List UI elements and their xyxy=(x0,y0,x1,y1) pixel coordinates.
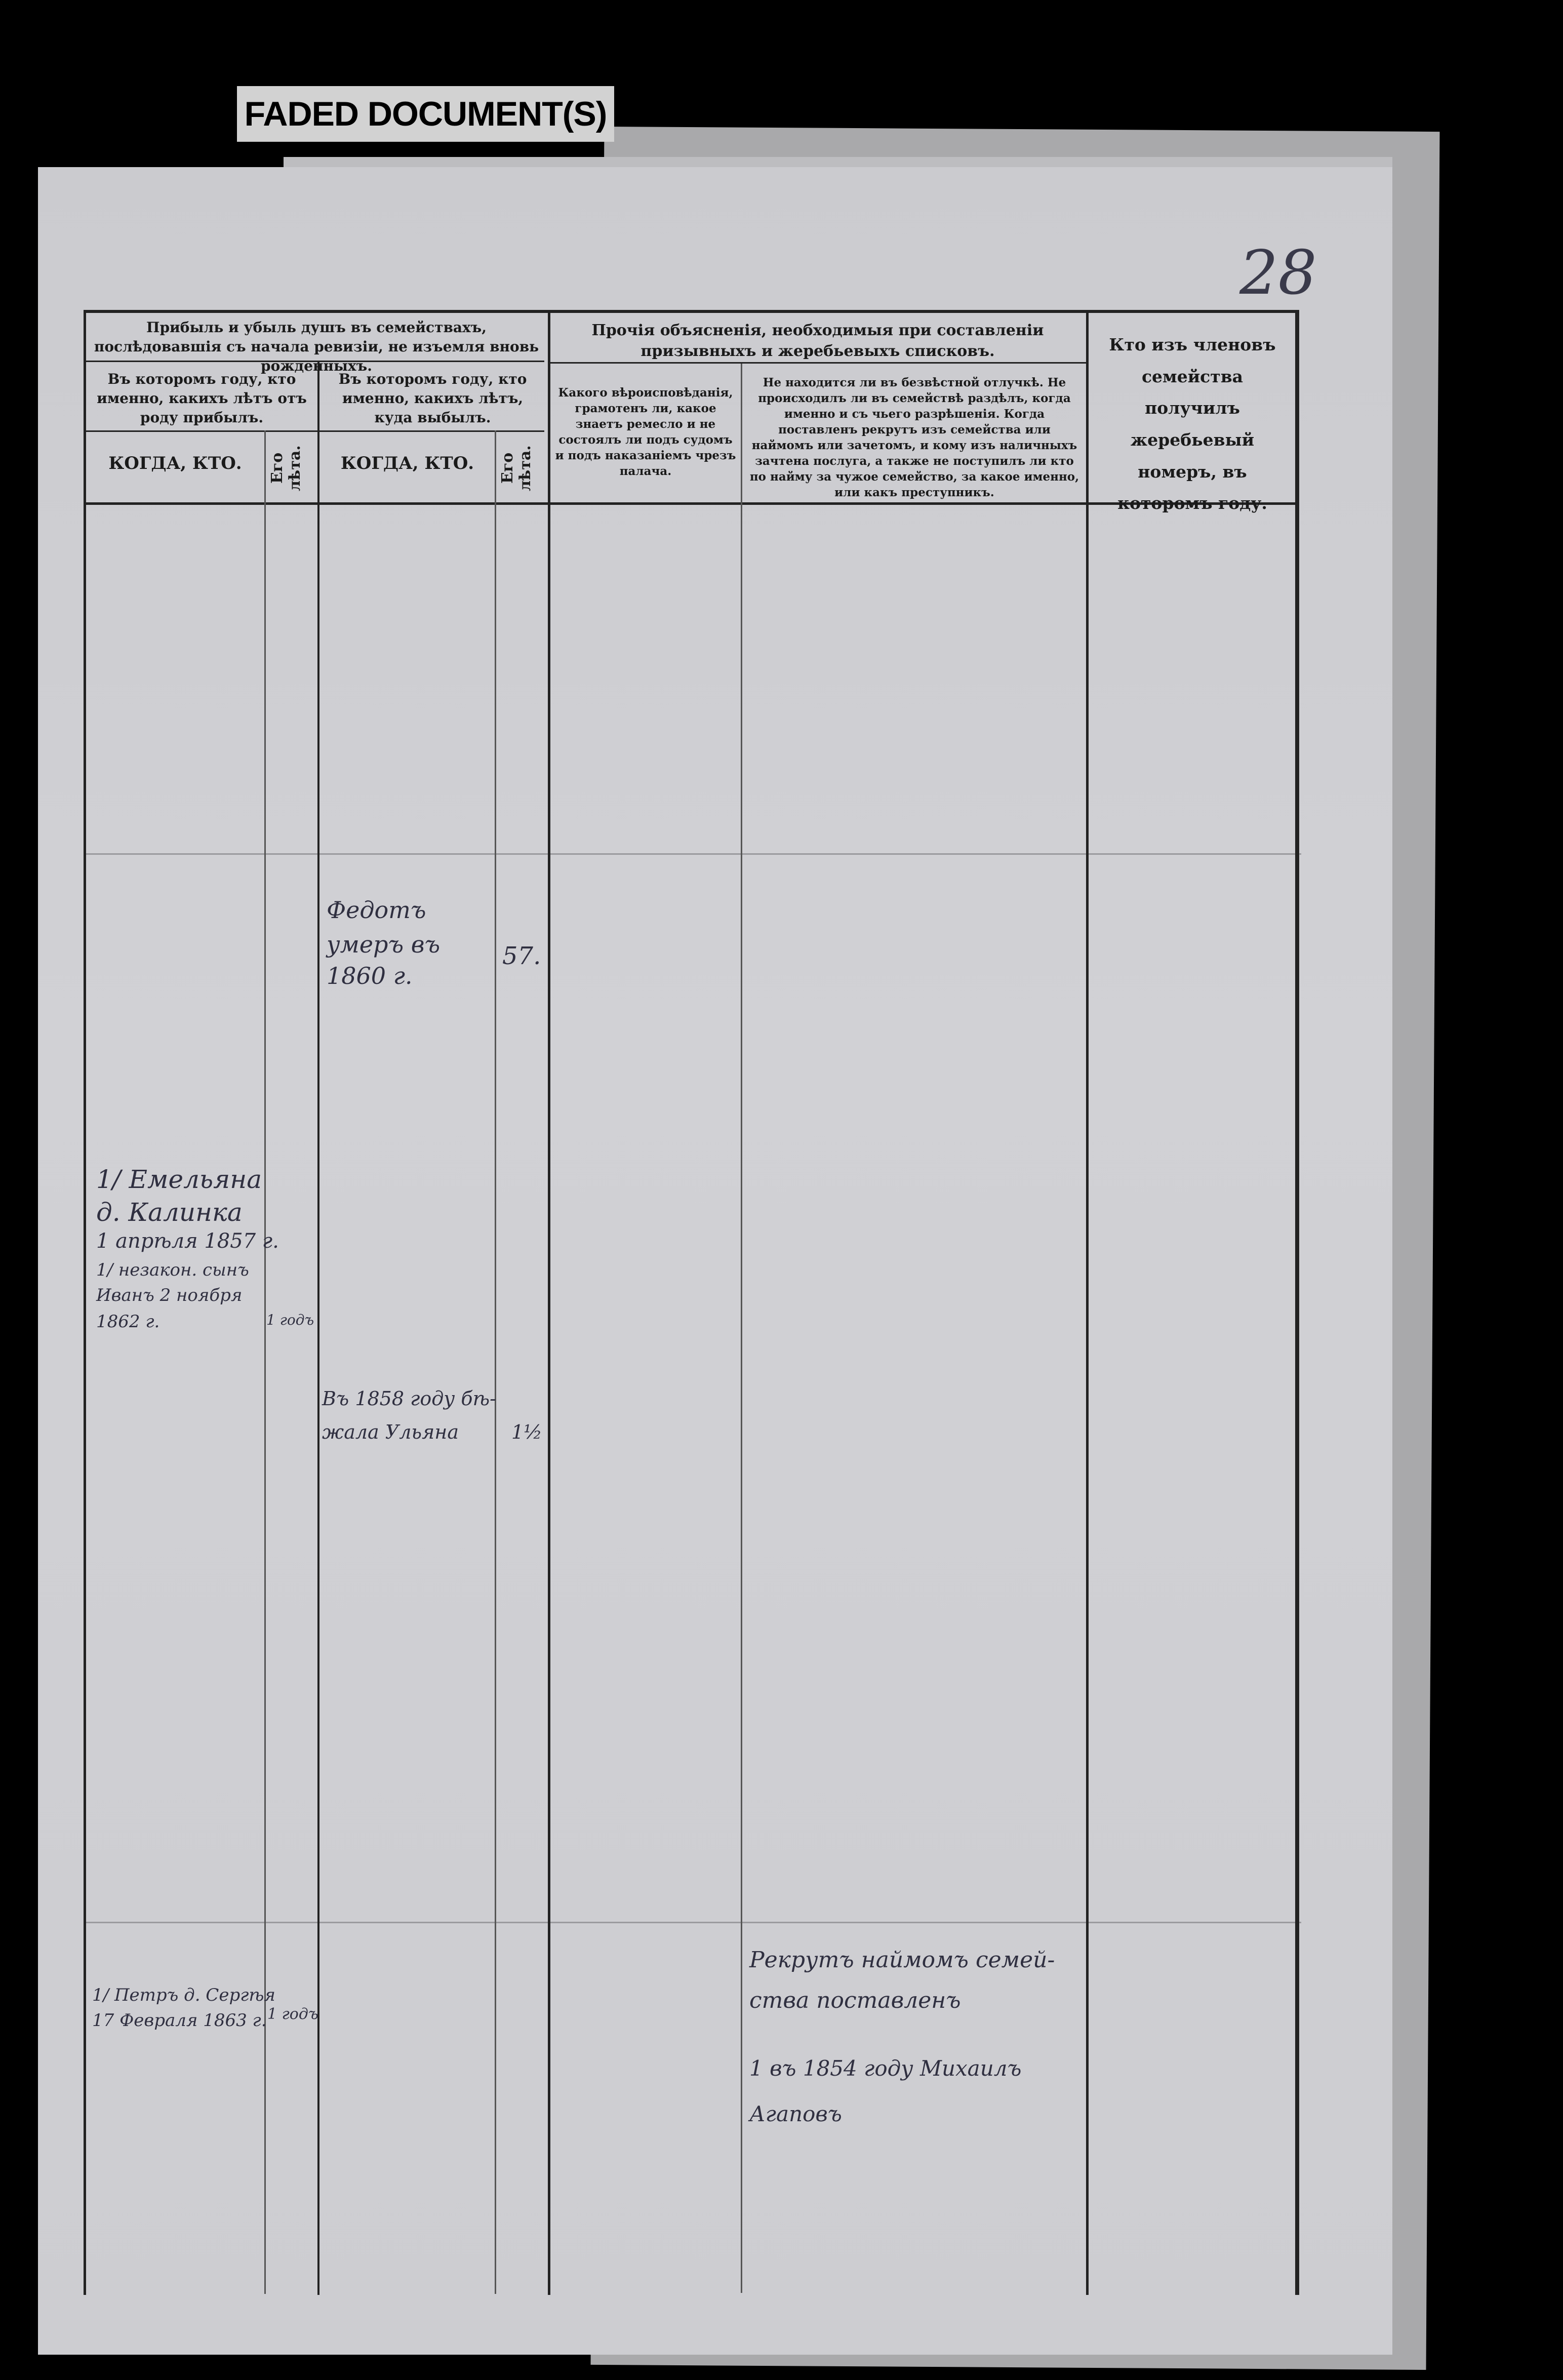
col-divider-3 xyxy=(495,430,496,2294)
col-divider-5 xyxy=(741,364,742,2293)
departed-entry-2-line2: жала Ульяна xyxy=(322,1421,459,1443)
faded-document-label: FADED DOCUMENT(S) xyxy=(237,86,614,142)
recruit-note-line4: Агаповъ xyxy=(749,2101,842,2126)
age-header-1: Его лѣта. xyxy=(268,445,304,491)
recruit-note-line1: Рекрутъ наймомъ семей- xyxy=(749,1947,1055,1973)
table-top-border xyxy=(84,310,1299,313)
when-who-header-2: КОГДА, КТО. xyxy=(340,453,474,473)
group2-underline xyxy=(549,362,1086,364)
page-number: 28 xyxy=(1239,238,1317,308)
lot-number-header: Кто изъ членовъ семейства получилъ жеребьевый номеръ, въ которомъ году. xyxy=(1109,335,1276,513)
departed-entry-2-line1: Въ 1858 году бѣ- xyxy=(322,1387,496,1410)
departed-entry-1-line3: 1860 г. xyxy=(327,962,413,989)
departed-subheader: Въ которомъ году, кто именно, какихъ лѣтъ, куда выбылъ. xyxy=(338,371,527,426)
col-divider-2 xyxy=(317,361,319,2295)
table-left-border xyxy=(84,310,86,2295)
departed-entry-1-age: 57. xyxy=(502,942,541,970)
table-right-border xyxy=(1295,310,1299,2295)
when-who-header-1: КОГДА, КТО. xyxy=(108,453,242,473)
fold-line-upper xyxy=(86,853,1301,855)
arrived-entry-1-age: 1 годъ xyxy=(266,1312,314,1328)
arrived-entry-2-line1: 1/ Петръ д. Сергѣя xyxy=(92,1985,275,2005)
faith-column-header: Какого вѣроисповѣданія, грамотенъ ли, какое знаетъ ремесло и не состоялъ ли подъ судомъ и подъ наказаніемъ чрезъ палача. xyxy=(555,386,736,479)
arrived-entry-2-age: 1 годъ xyxy=(267,2005,318,2023)
departed-entry-1-line1: Федотъ xyxy=(327,896,426,924)
recruit-note-line2: ства поставленъ xyxy=(749,1988,961,2013)
group2-title: Прочія объясненія, необходимыя при составленіи призывныхъ и жеребьевыхъ списковъ. xyxy=(591,322,1044,360)
arrived-entry-1-line1: 1/ Емельяна xyxy=(96,1165,262,1194)
arrived-entry-1-line4: 1/ незакон. сынъ xyxy=(96,1260,249,1280)
departed-entry-1-line2: умеръ въ xyxy=(327,931,440,958)
col-divider-4 xyxy=(548,310,550,2295)
arrived-entry-1-line2: д. Калинка xyxy=(96,1198,243,1227)
arrived-subheader: Въ которомъ году, кто именно, какихъ лѣтъ отъ роду прибылъ. xyxy=(97,371,307,426)
absence-column-header: Не находится ли въ безвѣстной отлучкѣ. Не происходилъ ли въ семействѣ раздѣлъ, когда именно и съ чьего разрѣшенія. Когда поставленъ рекрутъ изъ семейства или наймомъ или зачетомъ, и кому изъ наличныхъ зачтена послуга, а также не поступилъ ли кто по найму за чужое семейство, за какое именно, или какъ преступникъ. xyxy=(749,376,1079,500)
arrived-entry-1-line6: 1862 г. xyxy=(96,1312,160,1332)
departed-entry-2-age: 1½ xyxy=(511,1421,543,1443)
col-divider-6 xyxy=(1086,310,1089,2295)
age-header-2: Его лѣта. xyxy=(499,445,534,491)
subheader-underline xyxy=(84,430,544,432)
arrived-entry-1-line5: Иванъ 2 ноября xyxy=(96,1285,243,1305)
arrived-entry-1-line3: 1 апрѣля 1857 г. xyxy=(96,1229,279,1253)
arrived-entry-2-line2: 17 Февраля 1863 г. xyxy=(92,2010,267,2031)
fold-line-lower xyxy=(86,1922,1301,1923)
recruit-note-line3: 1 въ 1854 году Михаилъ xyxy=(749,2056,1022,2081)
group1-title: Прибыль и убыль душъ въ семействахъ, послѣдовавшія съ начала ревизіи, не изъемля вновь рожденныхъ. xyxy=(94,319,539,374)
